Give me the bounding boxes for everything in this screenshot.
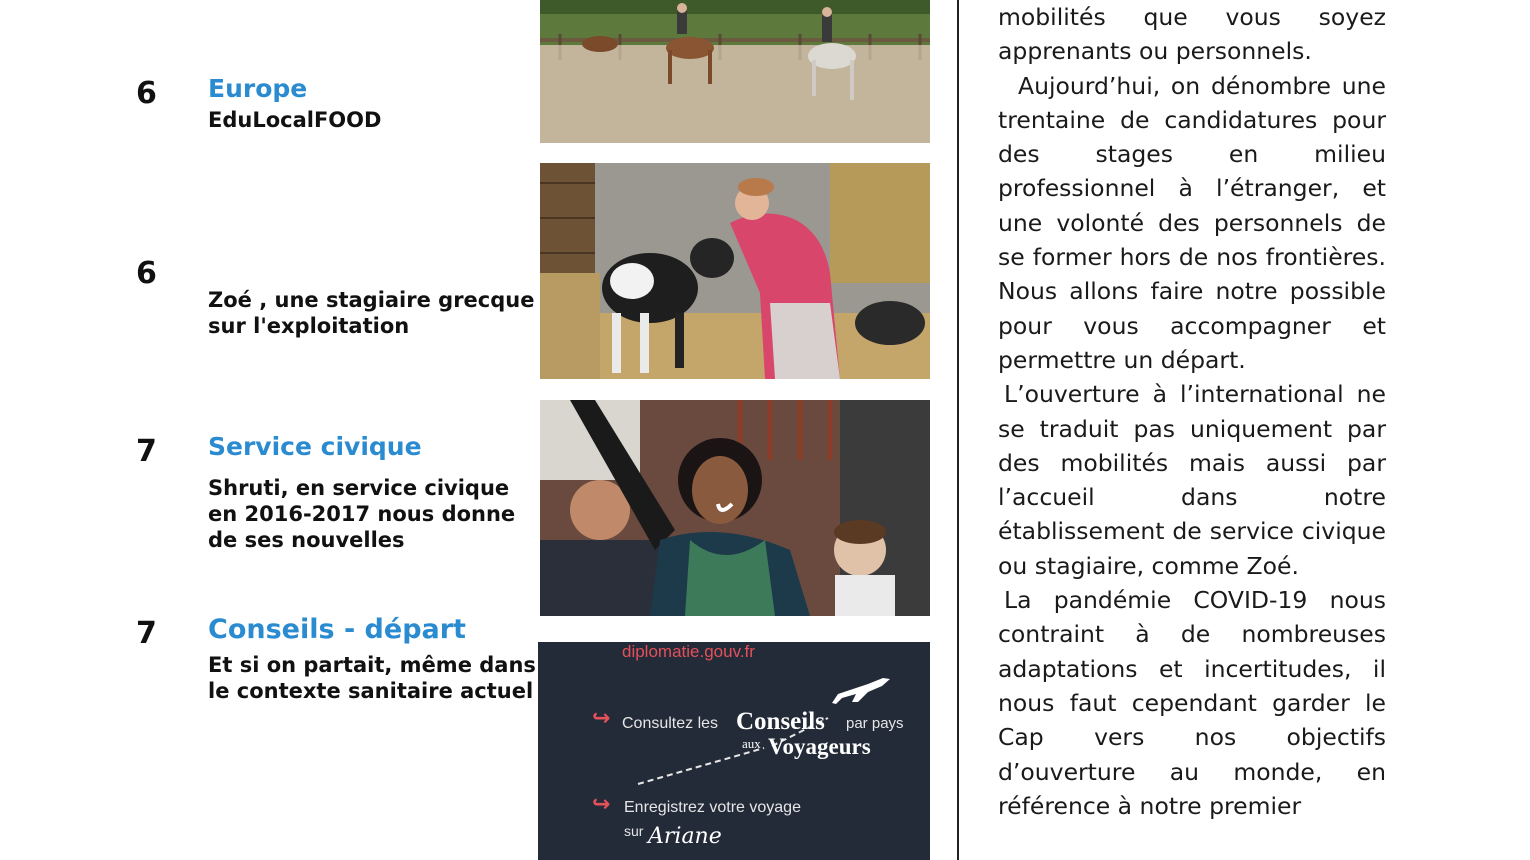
toc-page-number: 7 <box>136 616 157 651</box>
toc-subtitle-line: sur l'exploitation <box>208 314 410 338</box>
toc-subtitle <box>208 652 536 704</box>
photo-zoe-calf <box>540 163 930 379</box>
toc-title-europe[interactable]: Europe <box>208 74 308 103</box>
toc-subtitle-line: le contexte sanitaire actuel <box>208 679 534 703</box>
photo-shruti <box>540 400 930 616</box>
toc-subtitle-line: Zoé , une stagiaire grecque <box>208 288 535 312</box>
toc-subtitle <box>208 287 534 339</box>
toc-subtitle-line: en 2016-2017 nous donne <box>208 502 516 526</box>
toc-page-number: 7 <box>136 434 157 469</box>
article-paragraph: mobilités que vous soyez apprenants ou personnels. <box>998 3 1386 66</box>
advert-voyageurs: Voyageurs <box>768 734 871 759</box>
advert-aux: aux <box>742 736 761 751</box>
advert-sur: sur <box>624 823 644 839</box>
advert-ariane[interactable]: Ariane <box>648 824 722 849</box>
advert-diplomatie[interactable] <box>538 642 930 860</box>
plane-icon <box>538 642 930 860</box>
article-body <box>998 0 1386 823</box>
article-paragraph: La pandémie COVID-19 nous contraint à de nombreuses adaptations et incertitudes, il nous faut cependant garder le Cap vers nos objectifs d’ouverture au monde, en référence à notre premier <box>998 586 1386 820</box>
toc-subtitle-line: de ses nouvelles <box>208 528 405 552</box>
advert-consult-text: Consultez les <box>622 715 719 732</box>
arrow-right-icon: ↪ <box>592 792 611 817</box>
toc-subtitle-line: Shruti, en service civique <box>208 476 510 500</box>
photo-horse-riding <box>540 0 930 143</box>
advert-conseils: Conseils <box>736 708 825 735</box>
toc-subtitle: EduLocalFOOD <box>208 108 382 132</box>
advert-url[interactable]: diplomatie.gouv.fr <box>622 642 755 661</box>
advert-register-text: Enregistrez votre voyage <box>624 799 801 816</box>
advert-par-pays: par pays <box>846 715 904 732</box>
toc-title-service-civique[interactable]: Service civique <box>208 432 422 461</box>
toc-subtitle <box>208 475 515 553</box>
toc-page-number: 6 <box>136 76 157 111</box>
article-paragraph: L’ouverture à l’international ne se traduit pas uniquement par des mobilités mais aussi par l’accueil dans notre établissement de service civique ou stagiaire, comme Zoé. <box>998 380 1386 580</box>
arrow-right-icon: ↪ <box>592 706 611 731</box>
article-paragraph: Aujourd’hui, on dénombre une trentaine de candidatures pour des stages en milieu professionnel à l’étranger, et une volonté des personnels de se former hors de nos frontières. Nous allons faire notre possible pour vous accompagner et permettre un départ. <box>998 71 1386 374</box>
toc-page-number: 6 <box>136 256 157 291</box>
toc-subtitle-line: Et si on partait, même dans <box>208 653 536 677</box>
toc-title-conseils[interactable]: Conseils - départ <box>208 614 466 645</box>
column-divider <box>957 0 959 860</box>
